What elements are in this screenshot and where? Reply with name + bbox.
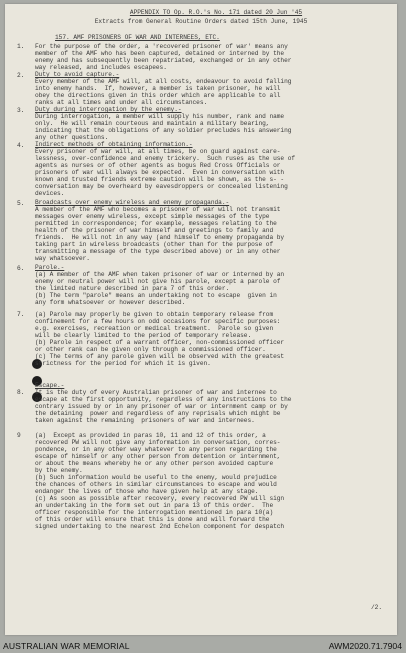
text-line: transmitting a message of the type described above) or in any other — [35, 248, 281, 255]
text-line: (c) The terms of any parole given will be observed with the greatest — [35, 353, 285, 360]
text-line: or about the means whereby he or any other person avoided capture — [35, 460, 274, 467]
text-line: officer responsible for the interrogation mentioned in para 10(a) — [35, 509, 274, 516]
text-line: (a) A member of the AMF when taken prisoner of war or interned by an — [35, 271, 285, 278]
text-line: indicating that the obligations of any soldier precludes his answering — [35, 127, 292, 134]
paragraph-number: 9 — [17, 432, 21, 439]
text-line: (b) Parole in respect of a warrant officer, non-commissioned officer — [35, 339, 285, 346]
section-heading: Parole.- — [35, 264, 65, 271]
paragraph-number: 3. — [17, 107, 25, 114]
text-line: (b) Such information would be useful to the enemy, would prejudice — [35, 474, 277, 481]
paragraph-number: 6. — [17, 265, 25, 272]
section-heading: Indirect methods of obtaining information.- — [35, 141, 193, 148]
section-heading: Escape.- — [35, 382, 65, 389]
text-line: the detaining power and regardless of any reprisals which might be — [35, 410, 281, 417]
order-title: 157. AMF PRISONERS OF WAR AND INTERNEES, ETC. — [55, 34, 220, 41]
paragraph-number: 2. — [17, 72, 25, 79]
text-line: way whatsoever. — [35, 255, 90, 262]
paragraph-number: 1. — [17, 43, 25, 50]
text-line: A member of the AMF who becomes a prisoner of war will not transmit — [35, 206, 281, 213]
text-line: escape at the first opportunity, regardless of any instructions to the — [35, 396, 292, 403]
text-line: by the enemy. — [35, 467, 83, 474]
continuation-mark: /2. — [371, 604, 382, 611]
text-line: Every member of the AMF will, at all costs, endeavour to avoid falling — [35, 78, 292, 85]
text-line: (a) Except as provided in paras 10, 11 and 12 of this order, a — [35, 432, 266, 439]
extracts-heading: Extracts from General Routine Orders dated 15th June, 1945 — [94, 18, 308, 25]
text-line: contrary issued by or in any prisoner of war or internment camp or by — [35, 403, 288, 410]
text-line: lessness, over-confidence and enemy trickery. Such ruses as the use of — [35, 155, 296, 162]
text-line: enemy and has subsequently been repatriated, exchanged or in any other — [35, 57, 292, 64]
text-line: Every prisoner of war will, at all times, be on guard against care- — [35, 148, 281, 155]
text-line: prisoners of war will always be expected. Even in conversation with — [35, 169, 285, 176]
text-line: into enemy hands. If, however, a member is taken prisoner, he will — [35, 85, 281, 92]
text-line: For the purpose of the order, a 'recovered prisoner of war' means any — [35, 43, 288, 50]
appendix-heading: APPENDIX TO Op. R.O.'s No. 171 dated 20 Jun '45 — [129, 9, 303, 16]
text-line: known and trusted friends extreme caution will be shown, as the s- - — [35, 176, 285, 183]
text-line: friends. He will not in any way (and himself to enemy propaganda by — [35, 234, 285, 241]
text-line: signed undertaking to the nearest 2nd Echelon component for despatch — [35, 523, 285, 530]
text-line: pondence, or in any other way whatever to any person regarding the — [35, 446, 277, 453]
text-line: way released, and includes escapees. — [35, 64, 167, 71]
text-line: permitted in correspondence; for example, messages relating to the — [35, 220, 277, 227]
archive-footer — [0, 638, 406, 653]
text-line: recovered PW will not give any information in conversation, corres- — [35, 439, 281, 446]
paragraph-number: 4. — [17, 142, 25, 149]
text-line: member of the AMF who has been captured, detained or interned by the — [35, 50, 285, 57]
text-line: (a) Parole may properly be given to obtain temporary release from — [35, 311, 274, 318]
text-line: It is the duty of every Australian prisoner of war and internee to — [35, 389, 277, 396]
section-heading: Duty to avoid capture.- — [35, 71, 120, 78]
text-line: or other rank can be given only through a commissioned officer. — [35, 346, 266, 353]
text-line: agents as nurses or of other agents as bogus Red Cross Officials or — [35, 162, 281, 169]
document-page — [5, 4, 397, 635]
text-line: only. He will remain courteous and maintain a military bearing, — [35, 120, 270, 127]
text-line: ranks at all times and under all circumstances. — [35, 99, 208, 106]
text-line: (b) The term "parole" means an undertaking not to escape given in — [35, 292, 277, 299]
text-line: any other questions. — [35, 134, 109, 141]
text-line: the limited nature described in para 7 of this order. — [35, 285, 230, 292]
text-line: confinement for a few hours on odd occasions for specific purposes: — [35, 318, 281, 325]
text-line: messages over enemy wireless, except simple messages of the type — [35, 213, 270, 220]
text-line: an undertaking in the form set out in para 13 of this order. The — [35, 502, 274, 509]
section-heading: Duty during interrogation by the enemy.- — [35, 106, 182, 113]
text-line: health of the prisoner of war himself and greetings to family and — [35, 227, 274, 234]
text-line: taking part in wireless broadcasts (other than for the purpose of — [35, 241, 274, 248]
text-line: (c) As soon as possible after recovery, every recovered PW will sign — [35, 495, 285, 502]
text-line: devices. — [35, 190, 65, 197]
text-line: any form whatsoever or however described. — [35, 299, 186, 306]
text-line: enemy or neutral power will not give his parole, except a parole of — [35, 278, 281, 285]
text-line: taken against the remaining prisoners of war and internees. — [35, 417, 255, 424]
text-line: conversation may be overheard by eavesdroppers or concealed listening — [35, 183, 288, 190]
text-line: endanger the lives of those who have given help at any stage. — [35, 488, 259, 495]
text-line: the chances of others in similar circumstances to escape and would — [35, 481, 277, 488]
paragraph-number: 8. — [17, 389, 25, 396]
text-line: escape of himself or any other person from detention or internment, — [35, 453, 281, 460]
section-heading: Broadcasts over enemy wireless and enemy propaganda.- — [35, 199, 230, 206]
text-line: During interrogation, a member will supply his number, rank and name — [35, 113, 285, 120]
text-line: e.g. exercises, recreation or medical treatment. Parole so given — [35, 325, 274, 332]
footer-institution: AUSTRALIAN WAR MEMORIAL — [3, 641, 130, 651]
text-line: will be clearly limited to the period of temporary release. — [35, 332, 252, 339]
paragraph-number: 7. — [17, 311, 25, 318]
text-line: of this order will ensure that this is done and will forward the — [35, 516, 270, 523]
footer-accession-number: AWM2020.71.7904 — [328, 641, 402, 651]
text-line: obey the directions given in this order which are applicable to all — [35, 92, 281, 99]
text-line: strictness for the period for which it is given. — [35, 360, 211, 367]
paragraph-number: 5. — [17, 200, 25, 207]
